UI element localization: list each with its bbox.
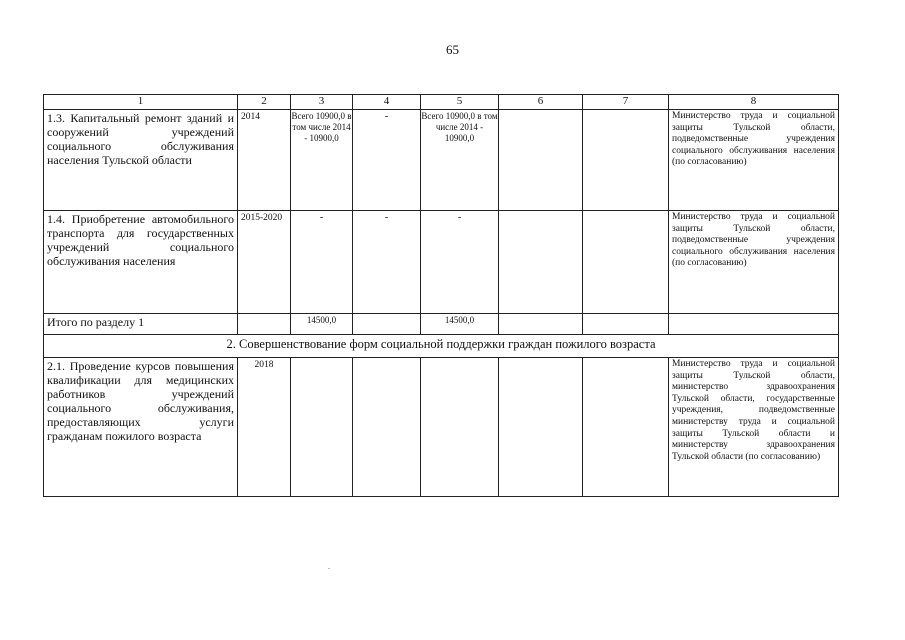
funding-col4: - xyxy=(353,110,421,211)
funding-total xyxy=(291,358,353,497)
funding-total: - xyxy=(291,211,353,314)
funding-total: Всего 10900,0 в том числе 2014 - 10900,0 xyxy=(291,110,353,211)
program-table xyxy=(43,94,839,497)
executor: Министерство труда и социальной защиты Тульской области, министерство здравоохранения Тульской области, государственные учреждения, подведомственные министерству труда и социальной защиты Тульской области и министерству здравоохранения Тульской области (по согласованию) xyxy=(669,358,839,497)
column-header: 4 xyxy=(353,95,421,110)
table-header-row xyxy=(44,95,839,110)
column-header: 7 xyxy=(583,95,669,110)
table-row xyxy=(44,110,839,211)
measure-year: 2015-2020 xyxy=(238,211,291,314)
measure-name: 2.1. Проведение курсов повышения квалификации для медицинских работников учреждений социального обслуживания, предоставляющих услуги гражданам пожилого возраста xyxy=(44,358,238,497)
measure-year: 2018 xyxy=(238,358,291,497)
page-number: 65 xyxy=(446,42,459,57)
table-row xyxy=(44,358,839,497)
total-year xyxy=(238,314,291,335)
measure-name: 1.3. Капитальный ремонт зданий и сооружений учреждений социального обслуживания населения Тульской области xyxy=(44,110,238,211)
funding-col7 xyxy=(583,358,669,497)
executor: Министерство труда и социальной защиты Тульской области, подведомственные учреждения социального обслуживания населения (по согласованию) xyxy=(669,211,839,314)
total-col8 xyxy=(669,314,839,335)
funding-col4 xyxy=(353,358,421,497)
measure-year: 2014 xyxy=(238,110,291,211)
funding-col6 xyxy=(499,110,583,211)
column-header: 2 xyxy=(238,95,291,110)
total-col5: 14500,0 xyxy=(421,314,499,335)
column-header: 3 xyxy=(291,95,353,110)
measure-name: 1.4. Приобретение автомобильного транспорта для государственных учреждений социального обслуживания населения xyxy=(44,211,238,314)
total-row xyxy=(44,314,839,335)
funding-col4: - xyxy=(353,211,421,314)
executor: Министерство труда и социальной защиты Тульской области, подведомственные учреждения социального обслуживания населения (по согласованию) xyxy=(669,110,839,211)
scan-speck xyxy=(328,568,330,569)
section-title: 2. Совершенствование форм социальной поддержки граждан пожилого возраста xyxy=(44,335,839,358)
total-col4 xyxy=(353,314,421,335)
column-header: 1 xyxy=(44,95,238,110)
total-col6 xyxy=(499,314,583,335)
funding-col7 xyxy=(583,211,669,314)
table-row xyxy=(44,211,839,314)
funding-col6 xyxy=(499,358,583,497)
column-header: 6 xyxy=(499,95,583,110)
total-label: Итого по разделу 1 xyxy=(44,314,238,335)
funding-col6 xyxy=(499,211,583,314)
total-col7 xyxy=(583,314,669,335)
funding-col7 xyxy=(583,110,669,211)
funding-col5: - xyxy=(421,211,499,314)
funding-col5: Всего 10900,0 в том числе 2014 - 10900,0 xyxy=(421,110,499,211)
column-header: 5 xyxy=(421,95,499,110)
funding-col5 xyxy=(421,358,499,497)
total-col3: 14500,0 xyxy=(291,314,353,335)
section-heading-row xyxy=(44,335,839,358)
column-header: 8 xyxy=(669,95,839,110)
